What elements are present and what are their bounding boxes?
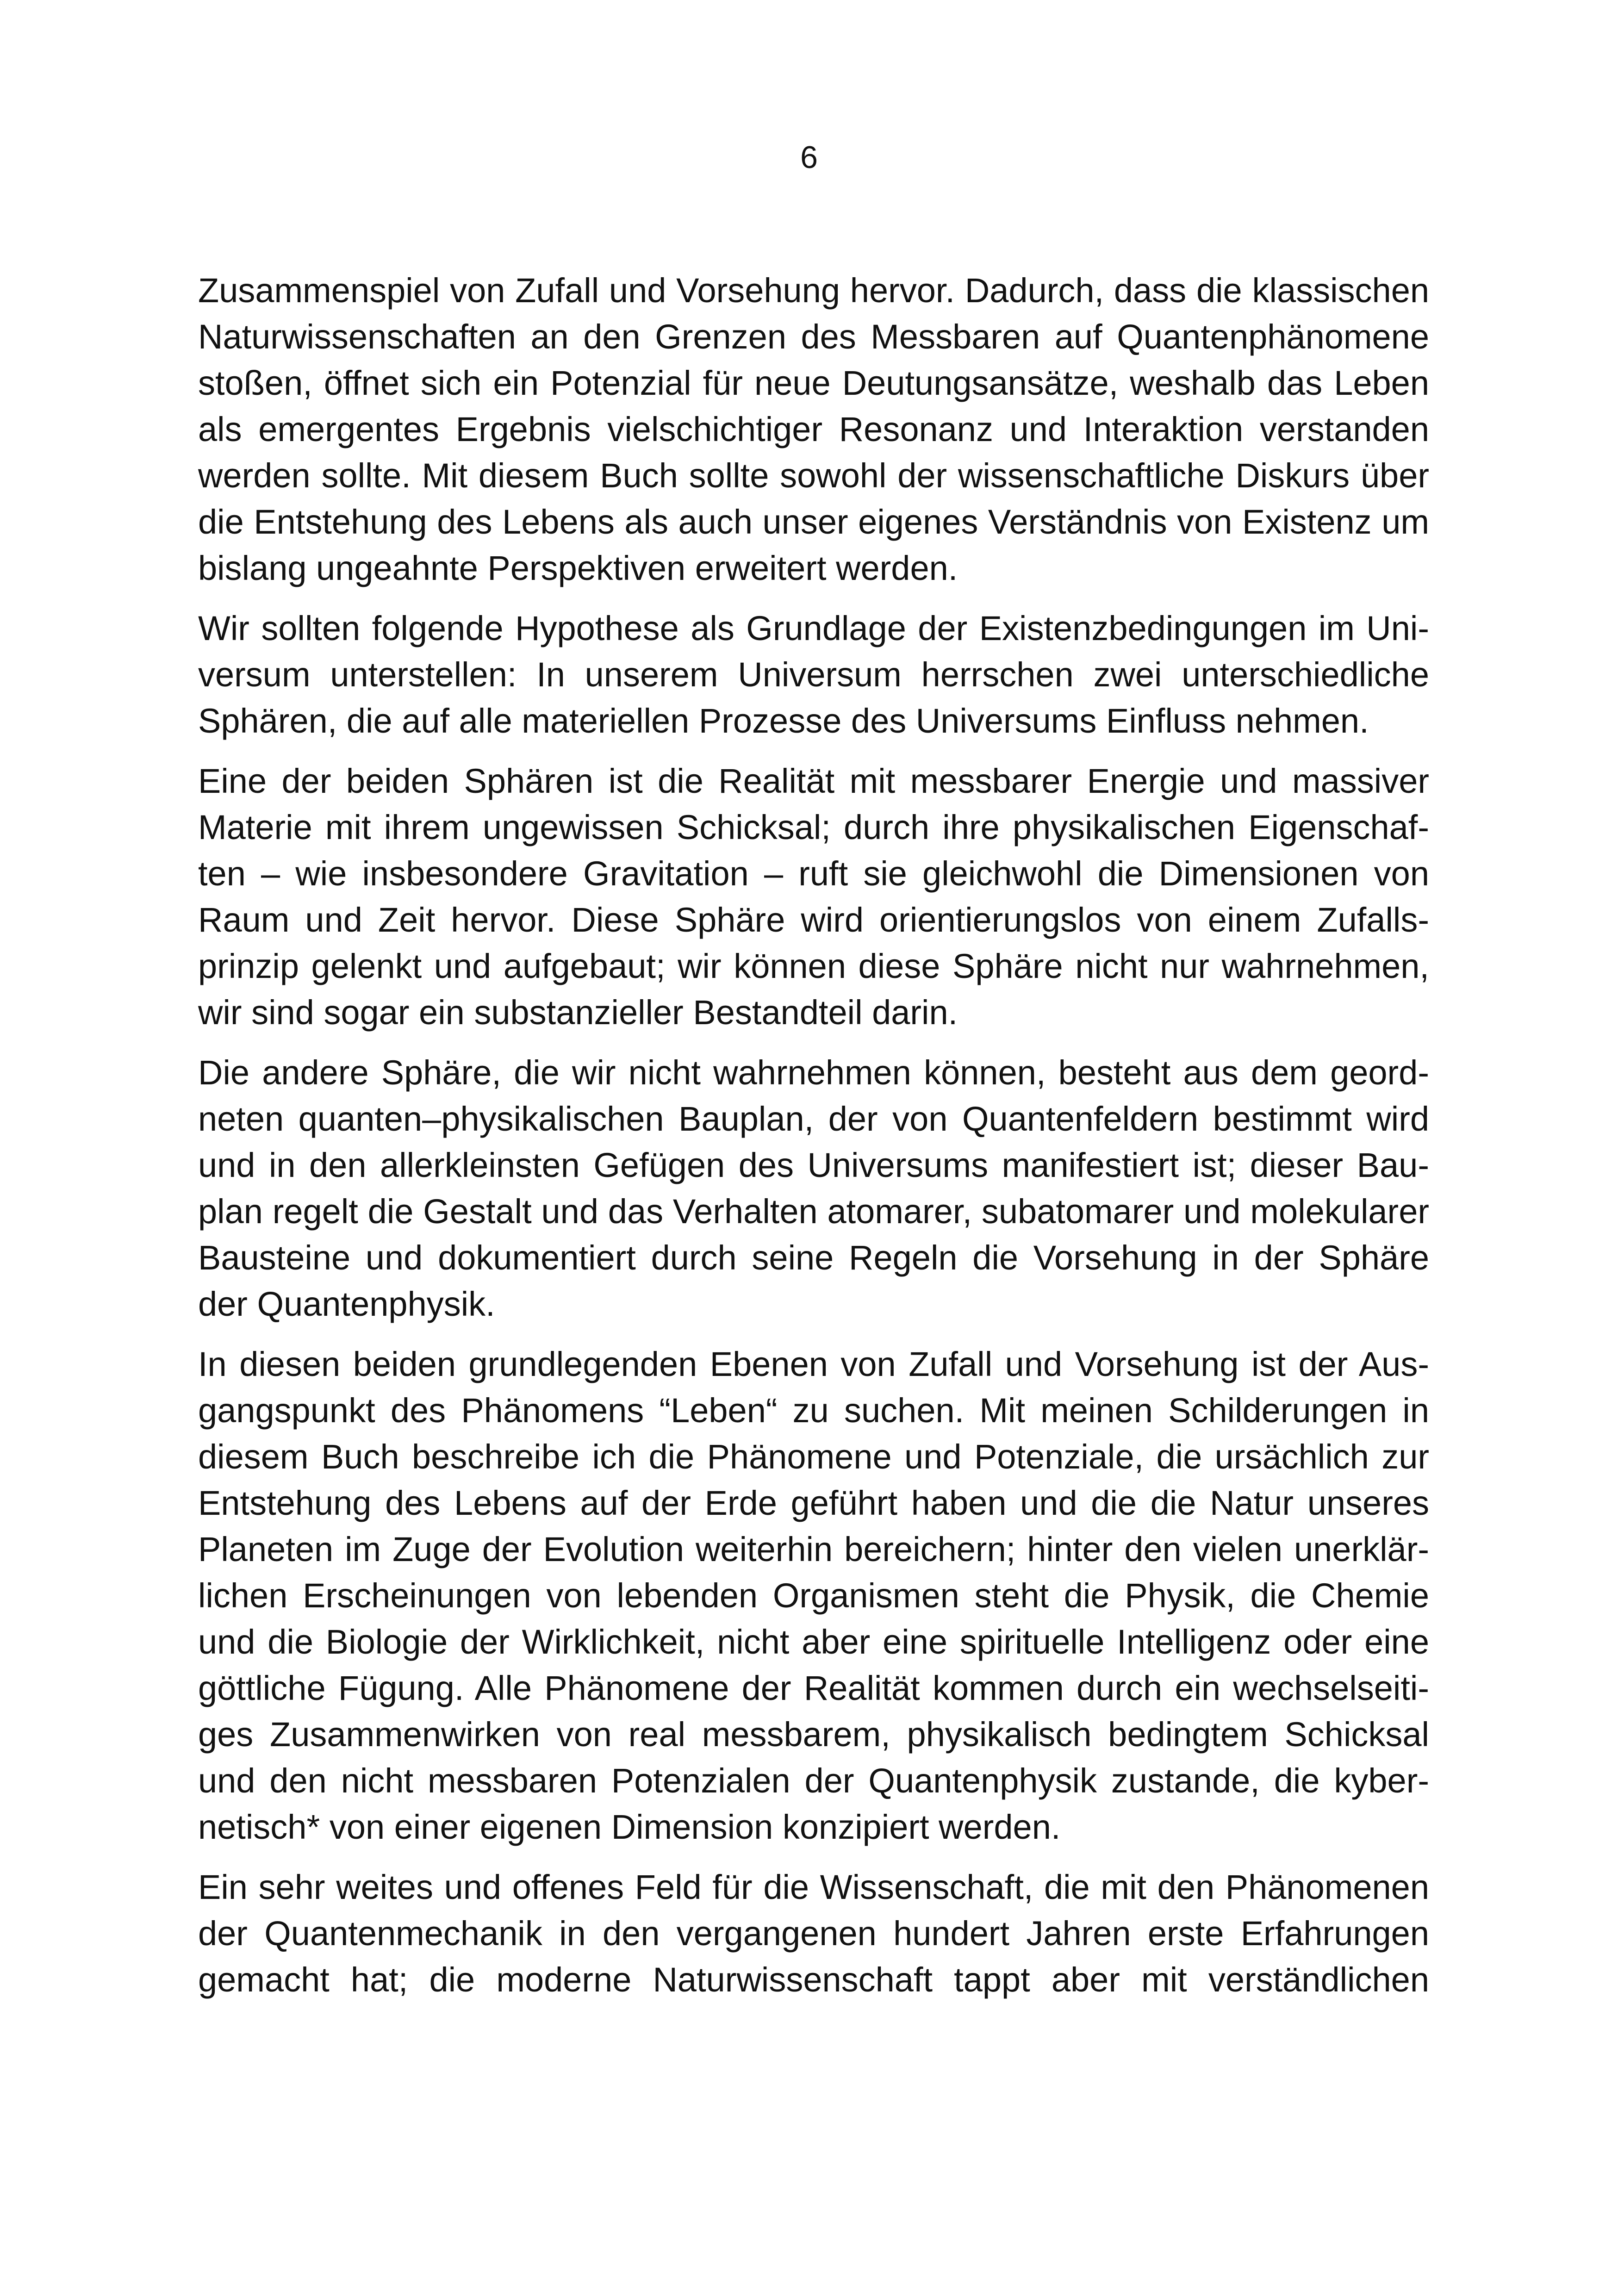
- paragraph-4: Die andere Sphäre, die wir nicht wahrnehmen können, besteht aus dem geordneten quanten–physikalischen Bauplan, der von Quantenfeldern bestimmt wird und in den allerkleinsten Gefügen des Universums manifestiert ist; dieser Bauplan regelt die Gestalt und das Verhalten atomarer, subatomarer und molekularer Bausteine und dokumentiert durch seine Regeln die Vorsehung in der Sphäre der Quantenphysik.: [198, 1053, 1429, 1323]
- paragraph-6: Ein sehr weites und offenes Feld für die Wissenschaft, die mit den Phänomenen der Quantenmechanik in den vergangenen hundert Jahren erste Erfahrungen gemacht hat; die moderne Naturwissenschaft tappt aber mit verständlichen: [198, 1868, 1429, 1999]
- paragraph-1: Zusammenspiel von Zufall und Vorsehung hervor. Dadurch, dass die klassischen Naturwissenschaften an den Grenzen des Messbaren auf Quantenphänomene stoßen, öffnet sich ein Potenzial für neue Deutungsansätze, weshalb das Leben als emergentes Ergebnis vielschichtiger Resonanz und Interaktion verstanden werden sollte. Mit diesem Buch sollte sowohl der wissenschaftliche Diskurs über die Entstehung des Lebens als auch unser eigenes Verständnis von Existenz um bislang ungeahnte Perspektiven erweitert werden.: [198, 271, 1429, 587]
- body-text: [198, 268, 1429, 2017]
- paragraph-3: Eine der beiden Sphären ist die Realität mit messbarer Energie und massiver Materie mit ihrem ungewissen Schicksal; durch ihre physikalischen Eigenschaften – wie insbesondere Gravitation – ruft sie gleichwohl die Dimensionen von Raum und Zeit hervor. Diese Sphäre wird orientierungslos von einem Zufallsprinzip gelenkt und aufgebaut; wir können diese Sphäre nicht nur wahrnehmen, wir sind sogar ein substanzieller Bestandteil darin.: [198, 762, 1429, 1032]
- page-number: 6: [800, 140, 818, 175]
- paragraph-5: In diesen beiden grundlegenden Ebenen von Zufall und Vorsehung ist der Ausgangspunkt des Phänomens “Leben“ zu suchen. Mit meinen Schilderungen in diesem Buch beschreibe ich die Phänomene und Potenziale, die ursächlich zur Entstehung des Lebens auf der Erde geführt haben und die die Natur unseres Planeten im Zuge der Evolution weiterhin bereichern; hinter den vielen unerklärlichen Erscheinungen von lebenden Organismen steht die Physik, die Chemie und die Biologie der Wirklichkeit, nicht aber eine spirituelle Intelligenz oder eine göttliche Fügung. Alle Phänomene der Realität kommen durch ein wechselseitiges Zusammenwirken von real messbarem, physikalisch bedingtem Schicksal und den nicht messbaren Potenzialen der Quantenphysik zustande, die kybernetisch* von einer eigenen Dimension konzipiert werden.: [198, 1345, 1429, 1846]
- paragraph-2: Wir sollten folgende Hypothese als Grundlage der Existenzbedingungen im Universum unterstellen: In unserem Universum herrschen zwei unterschiedliche Sphären, die auf alle materiellen Prozesse des Universums Einfluss nehmen.: [198, 609, 1429, 740]
